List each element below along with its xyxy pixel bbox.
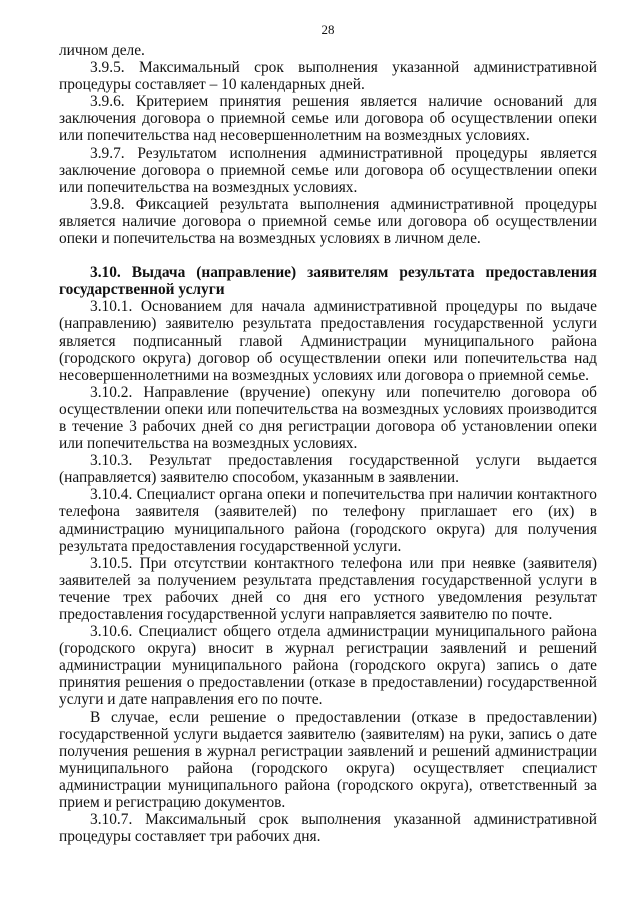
paragraph-3-10-7: 3.10.7. Максимальный срок выполнения указанной административной процедуры составляет три рабочих дня. — [59, 811, 597, 846]
paragraph-3-10-1: 3.10.1. Основанием для начала административной процедуры по выдаче (направлению) заявителю результата предоставления государственной услуги является подписанный главой Администрации муниципального района (городского округа) договор об осуществлении опеки или попечительства над несовершеннолетними на возмездных условиях или договора о приемной семье. — [59, 298, 597, 384]
paragraph-3-10-5: 3.10.5. При отсутствии контактного телефона или при неявке (заявителя) заявителей за получением результата представления государственной услуги в течение трех рабочих дней со дня его устного уведомления результат предоставления государственной услуги направляется заявителю по почте. — [59, 554, 597, 623]
page-number: 28 — [321, 22, 335, 37]
paragraph-3-9-6: 3.9.6. Критерием принятия решения является наличие оснований для заключения договора о приемной семье или договора об осуществлении опеки или попечительства над несовершеннолетним на возмездных условиях. — [59, 93, 597, 145]
paragraph-3-9-8: 3.9.8. Фиксацией результата выполнения административной процедуры является наличие договора о приемной семье или договора об осуществлении опеки и попечительства на возмездных условиях в личном деле. — [59, 195, 597, 248]
paragraph-continuation: личном деле. — [59, 42, 145, 59]
paragraph-3-10-4: 3.10.4. Специалист органа опеки и попечительства при наличии контактного телефона заявителя (заявителей) по телефону приглашает его (их) в администрацию муниципального района (городского округа) для получения результата предоставления государственной услуги. — [59, 486, 597, 555]
paragraph-3-9-7: 3.9.7. Результатом исполнения административной процедуры является заключение договора о приемной семье или договора об осуществлении опеки или попечительства на возмездных условиях. — [59, 144, 597, 196]
paragraph-3-10-6-note: В случае, если решение о предоставлении (отказе в предоставлении) государственной услуги выдается заявителю (заявителям) на руки, запись о дате получения решения в журнал регистрации заявлений и решений администрации муниципального района (городского округа) осуществляет специалист администрации муниципального района (городского округа), ответственный за прием и регистрацию документов. — [59, 708, 597, 812]
section-heading-3-10: 3.10. Выдача (направление) заявителям результата предоставления государственной услуги — [59, 264, 597, 299]
document-page — [59, 22, 597, 845]
paragraph-3-9-5: 3.9.5. Максимальный срок выполнения указанной административной процедуры составляет – 10 календарных дней. — [59, 59, 597, 94]
paragraph-3-10-6: 3.10.6. Специалист общего отдела администрации муниципального района (городского округа) вносит в журнал регистрации заявлений и решений администрации муниципального района (городского округа) запись о дате принятия решения о предоставлении (отказе в предоставлении) государственной услуги и дате направления его по почте. — [59, 623, 597, 709]
paragraph-3-10-3: 3.10.3. Результат предоставления государственной услуги выдается (направляется) заявителю способом, указанным в заявлении. — [59, 452, 597, 487]
paragraph-3-10-2: 3.10.2. Направление (вручение) опекуну или попечителю договора об осуществлении опеки или попечительства на возмездных условиях производится в течение 3 рабочих дней со дня регистрации договора об установлении опеки или попечительства на возмездных условиях. — [59, 383, 597, 453]
